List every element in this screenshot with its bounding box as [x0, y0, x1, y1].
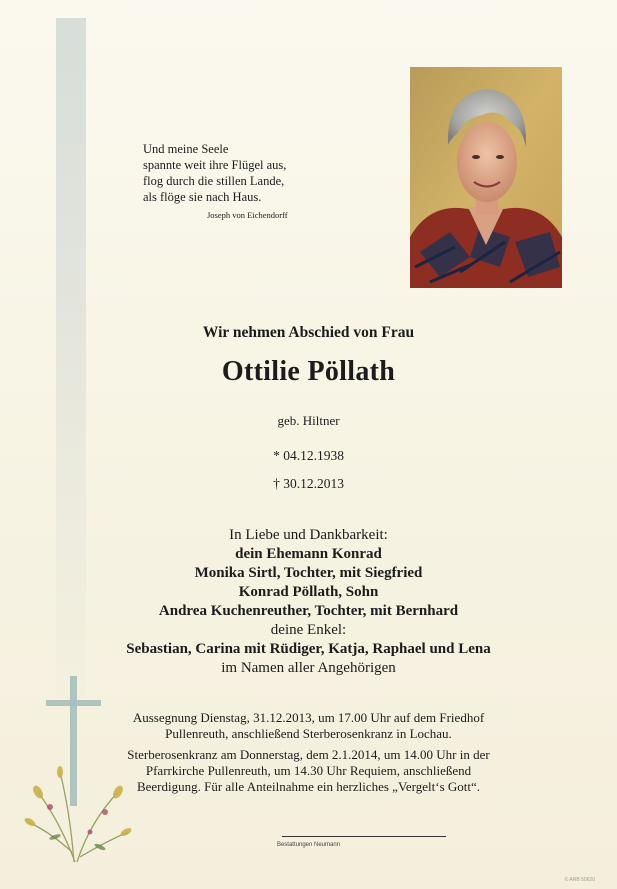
mourners-closing: im Namen aller Angehörigen	[221, 660, 396, 676]
blessing-line: Pullenreuth, anschließend Sterberosenkranz in Lochau.	[165, 726, 452, 741]
mourner-entry: Monika Sirtl, Tochter, mit Siegfried	[194, 565, 423, 581]
grandchildren-names: Sebastian, Carina mit Rüdiger, Katja, Raphael und Lena	[126, 641, 491, 657]
mourner-entry: dein Ehemann Konrad	[235, 546, 382, 562]
mourner-entry: Konrad Pöllath, Sohn	[238, 584, 379, 600]
grandchildren-label: deine Enkel:	[270, 622, 347, 638]
poem-line: als flöge sie nach Haus.	[143, 190, 262, 204]
poem-author: Joseph von Eichendorff	[207, 210, 288, 220]
birth-name: geb. Hiltner	[277, 413, 340, 428]
portrait-image	[410, 67, 562, 288]
birth-date: * 04.12.1938	[273, 448, 344, 463]
poem	[143, 141, 286, 205]
rosary-line: Pfarrkirche Pullenreuth, um 14.30 Uhr Requiem, anschließend	[145, 763, 472, 778]
undertaker-name: Bestattungen Neumann	[276, 842, 341, 848]
signature-line	[282, 836, 446, 837]
deceased-name: Ottilie Pöllath	[221, 356, 396, 387]
blessing-line: Aussegnung Dienstag, 31.12.2013, um 17.00 Uhr auf dem Friedhof	[132, 710, 485, 725]
death-date: † 30.12.2013	[273, 476, 344, 491]
rosary-line: Beerdigung. Für alle Anteilnahme ein herzliches „Vergelt‘s Gott“.	[136, 779, 481, 794]
portrait-photo	[410, 67, 562, 288]
poem-line: Und meine Seele	[143, 142, 229, 156]
poem-line: flog durch die stillen Lande,	[143, 174, 285, 188]
mourners-list	[0, 526, 617, 678]
rosary-line: Sterberosenkranz am Donnerstag, dem 2.1.2014, um 14.00 Uhr in der	[127, 747, 490, 762]
poem-line: spannte weit ihre Flügel aus,	[143, 158, 287, 172]
mourner-entry: Andrea Kuchenreuther, Tochter, mit Bernhard	[158, 603, 459, 619]
print-code: © ARB 50620	[564, 877, 595, 883]
mourners-intro: In Liebe und Dankbarkeit:	[229, 527, 388, 543]
farewell-heading: Wir nehmen Abschied von Frau	[202, 324, 415, 341]
